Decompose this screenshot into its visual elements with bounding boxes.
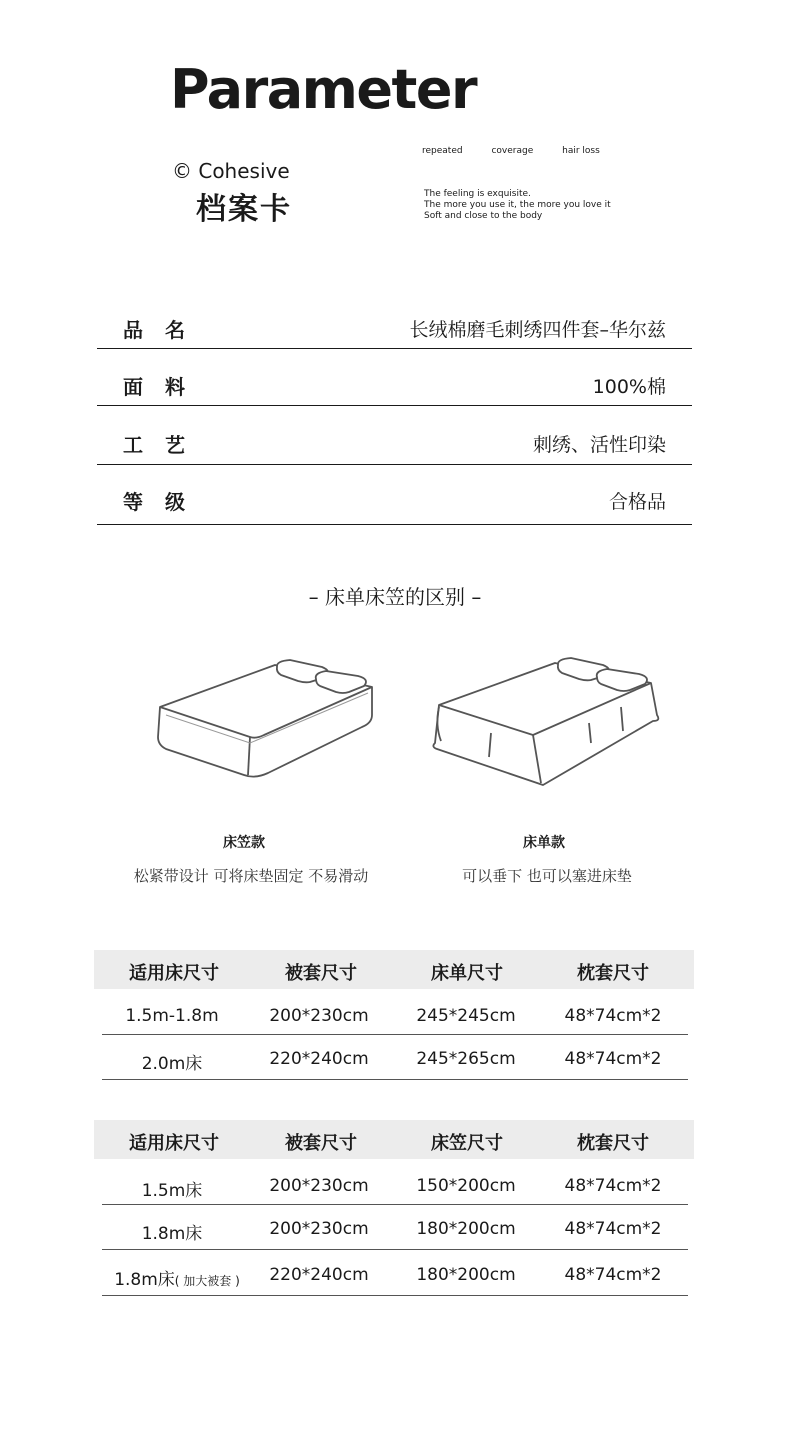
column-header: 被套尺寸 xyxy=(285,963,357,984)
param-label: 等级 xyxy=(123,490,207,514)
table-cell: 150*200cm xyxy=(416,1176,516,1196)
table-cell: 245*245cm xyxy=(416,1006,516,1026)
param-row-grade xyxy=(97,464,692,525)
tag-item: coverage xyxy=(491,146,534,156)
column-header: 枕套尺寸 xyxy=(577,963,649,984)
section-heading: – 床单床笠的区别 – xyxy=(308,585,482,609)
table-cell: 48*74cm*2 xyxy=(564,1049,662,1069)
table-cell: 200*230cm xyxy=(269,1176,369,1196)
table-cell: 48*74cm*2 xyxy=(564,1176,662,1196)
table-cell xyxy=(94,1265,260,1290)
column-header: 被套尺寸 xyxy=(285,1133,357,1154)
row-divider xyxy=(102,1034,688,1035)
table-cell: 1.5m-1.8m xyxy=(125,1006,219,1026)
table-cell: 245*265cm xyxy=(416,1049,516,1069)
table-cell: 200*230cm xyxy=(269,1006,369,1026)
table-cell: 180*200cm xyxy=(416,1265,516,1285)
page-title: Parameter xyxy=(170,58,477,121)
param-label: 品名 xyxy=(123,318,207,342)
row-divider xyxy=(102,1249,688,1250)
tag-item: hair loss xyxy=(562,146,600,156)
param-label: 工艺 xyxy=(123,433,207,457)
brand-name: © Cohesive xyxy=(172,159,290,183)
param-value: 长绒棉磨毛刺绣四件套–华尔兹 xyxy=(409,319,666,341)
table-cell: 48*74cm*2 xyxy=(564,1006,662,1026)
size-note: ( 加大被套 ) xyxy=(174,1274,240,1288)
column-header: 适用床尺寸 xyxy=(129,1133,219,1154)
table-header xyxy=(94,950,694,989)
tag-list xyxy=(422,145,626,157)
table-cell: 2.0m床 xyxy=(141,1054,203,1074)
flat-sheet-bed-icon xyxy=(425,645,670,795)
param-label: 面料 xyxy=(123,375,207,399)
column-header: 适用床尺寸 xyxy=(129,963,219,984)
param-row-fabric xyxy=(97,348,692,406)
param-value: 刺绣、活性印染 xyxy=(532,434,666,456)
fitted-sheet-bed-icon xyxy=(140,645,390,795)
blurb-line: The feeling is exquisite. xyxy=(424,189,531,199)
table-cell: 48*74cm*2 xyxy=(564,1219,662,1239)
size-label: 1.8m床 xyxy=(114,1270,175,1290)
column-header: 枕套尺寸 xyxy=(577,1133,649,1154)
column-header: 床笠尺寸 xyxy=(431,1133,503,1154)
table-cell: 1.8m床 xyxy=(141,1224,203,1244)
subtitle: 档案卡 xyxy=(196,192,292,227)
row-divider xyxy=(102,1204,688,1205)
param-row-craft xyxy=(97,405,692,465)
table-cell: 48*74cm*2 xyxy=(564,1265,662,1285)
size-table-flat-sheet xyxy=(94,950,694,1082)
bed-caption-flat: 床单款 xyxy=(523,835,565,851)
param-value: 100%棉 xyxy=(592,376,666,398)
row-divider xyxy=(102,1295,688,1296)
tag-item: repeated xyxy=(422,146,463,156)
size-table-fitted-sheet xyxy=(94,1120,694,1300)
column-header: 床单尺寸 xyxy=(431,963,503,984)
table-cell: 220*240cm xyxy=(269,1049,369,1069)
blurb-line: The more you use it, the more you love it xyxy=(424,200,611,210)
blurb-line: Soft and close to the body xyxy=(424,211,543,221)
table-header xyxy=(94,1120,694,1159)
tagline-blurb xyxy=(424,189,611,222)
bed-desc-fitted: 松紧带设计 可将床垫固定 不易滑动 xyxy=(133,867,369,885)
param-row-name xyxy=(97,310,692,349)
table-cell: 220*240cm xyxy=(269,1265,369,1285)
row-divider xyxy=(102,1079,688,1080)
table-cell: 180*200cm xyxy=(416,1219,516,1239)
param-value: 合格品 xyxy=(608,491,666,513)
bed-desc-flat: 可以垂下 也可以塞进床垫 xyxy=(462,867,632,885)
table-cell: 200*230cm xyxy=(269,1219,369,1239)
table-cell: 1.5m床 xyxy=(141,1181,203,1201)
bed-caption-fitted: 床笠款 xyxy=(223,835,265,851)
